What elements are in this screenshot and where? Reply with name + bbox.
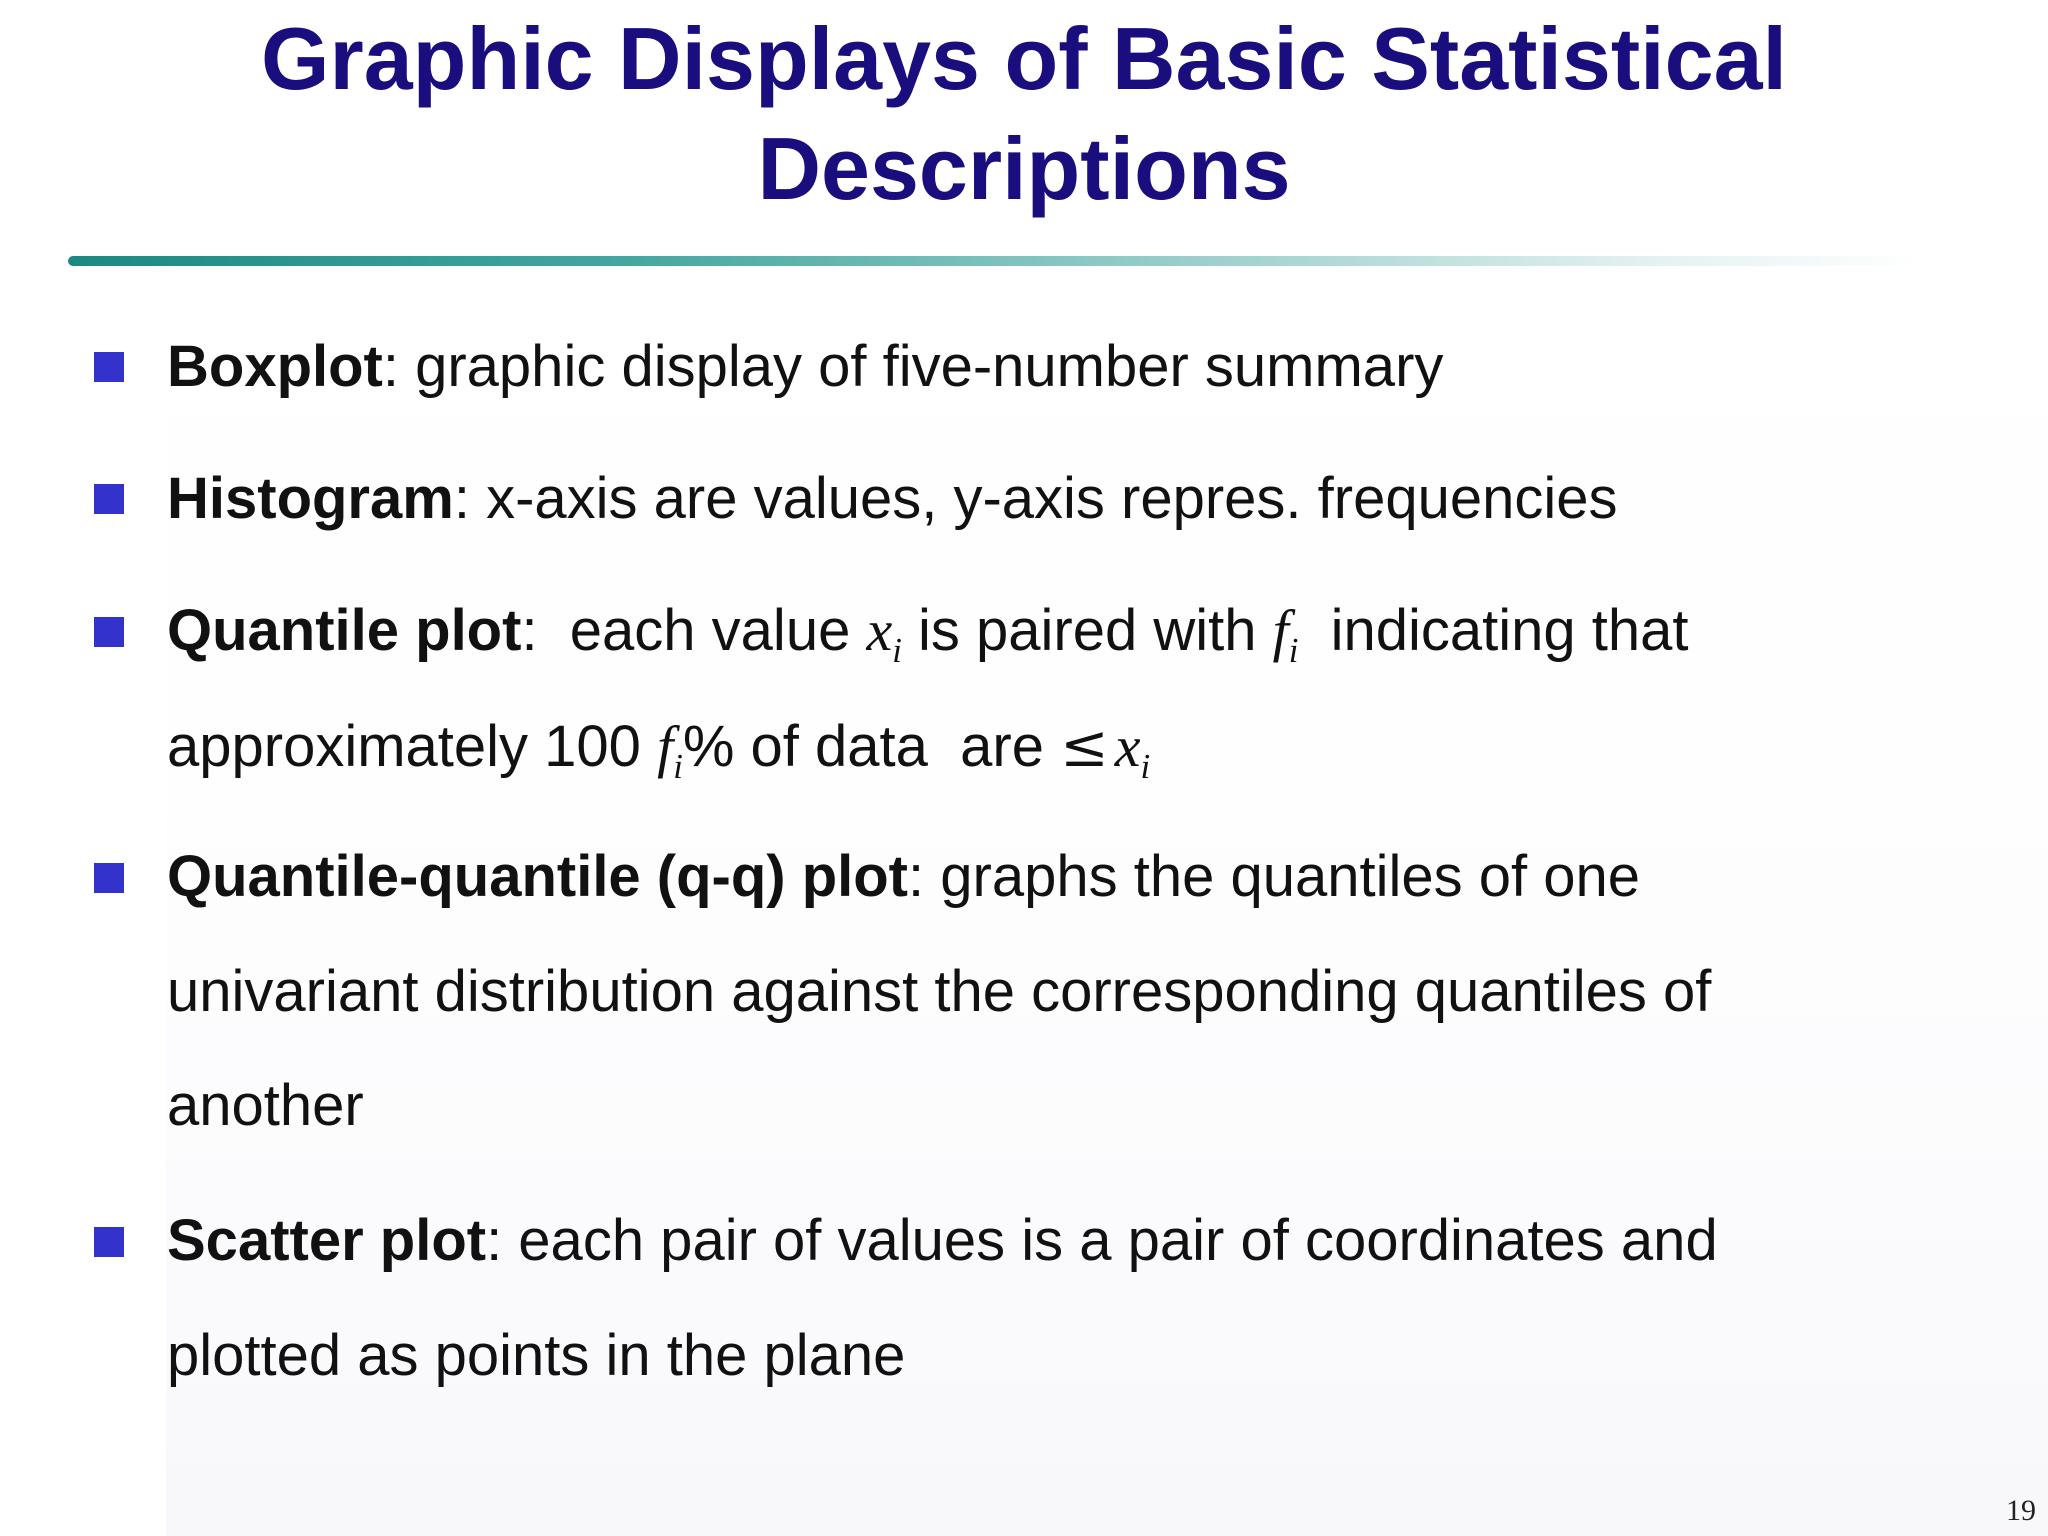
bullet-text: % of data are (682, 714, 1061, 779)
math-f-i (1272, 598, 1299, 671)
var-x: x (866, 598, 893, 663)
bullet-colon: : (486, 1208, 503, 1273)
bullet-marker-icon (94, 617, 124, 647)
term-histogram: Histogram (167, 466, 454, 531)
bullet-text: approximately 100 (167, 714, 658, 779)
math-x-i (866, 598, 902, 671)
bullet-marker-icon (94, 863, 124, 893)
bullet-text: indicating that (1298, 598, 1689, 663)
term-scatter-plot: Scatter plot (167, 1208, 487, 1273)
subscript-i: i (673, 747, 683, 787)
bullet-scatter-plot-continuation (167, 1316, 905, 1396)
bullet-qq-plot (167, 837, 1640, 917)
bullet-text: plotted as points in the plane (167, 1323, 906, 1388)
bullet-text: each value (537, 598, 867, 663)
bullet-boxplot (167, 327, 1443, 407)
bullet-text: is paired with (901, 598, 1273, 663)
bullet-qq-plot-continuation-1 (167, 952, 1711, 1032)
bullet-text: graphs the quantiles of one (924, 844, 1640, 909)
subscript-i: i (892, 631, 902, 671)
bullet-text: graphic display of five-number summary (398, 334, 1444, 399)
var-f: f (1272, 598, 1289, 663)
term-qq-plot: Quantile-quantile (q-q) plot (167, 844, 909, 909)
term-quantile-plot: Quantile plot (167, 598, 522, 663)
term-boxplot: Boxplot (167, 334, 383, 399)
subscript-i: i (1288, 631, 1299, 671)
bullet-text: each pair of values is a pair of coordinates and (502, 1208, 1718, 1273)
subscript-i: i (1140, 747, 1151, 787)
bullet-colon: : (453, 466, 470, 531)
var-f: f (657, 714, 674, 779)
bullet-text: another (167, 1073, 364, 1138)
bullet-marker-icon (94, 484, 124, 514)
bullet-quantile-plot-continuation (167, 706, 1150, 786)
math-f-i (657, 714, 683, 787)
bullet-colon: : (521, 598, 538, 663)
bullet-quantile-plot (167, 591, 1689, 671)
bullet-colon: : (908, 844, 925, 909)
title-line-2: Descriptions (757, 119, 1291, 218)
bullet-text: x-axis are values, y-axis repres. frequencies (469, 466, 1618, 531)
bullet-marker-icon (94, 352, 124, 382)
bullet-marker-icon (94, 1227, 124, 1257)
bullet-histogram (167, 459, 1618, 539)
page-number: 19 (2006, 1494, 2036, 1527)
title-line-1: Graphic Displays of Basic Statistical (261, 9, 1787, 108)
bullet-text: univariant distribution against the corresponding quantiles of (167, 959, 1712, 1024)
bullet-scatter-plot (167, 1201, 1718, 1281)
math-x-i (1114, 714, 1151, 787)
var-x: x (1114, 714, 1141, 779)
bullet-qq-plot-continuation-2 (167, 1066, 364, 1146)
bullet-colon: : (382, 334, 399, 399)
leq-symbol: ≤ (1060, 712, 1109, 780)
